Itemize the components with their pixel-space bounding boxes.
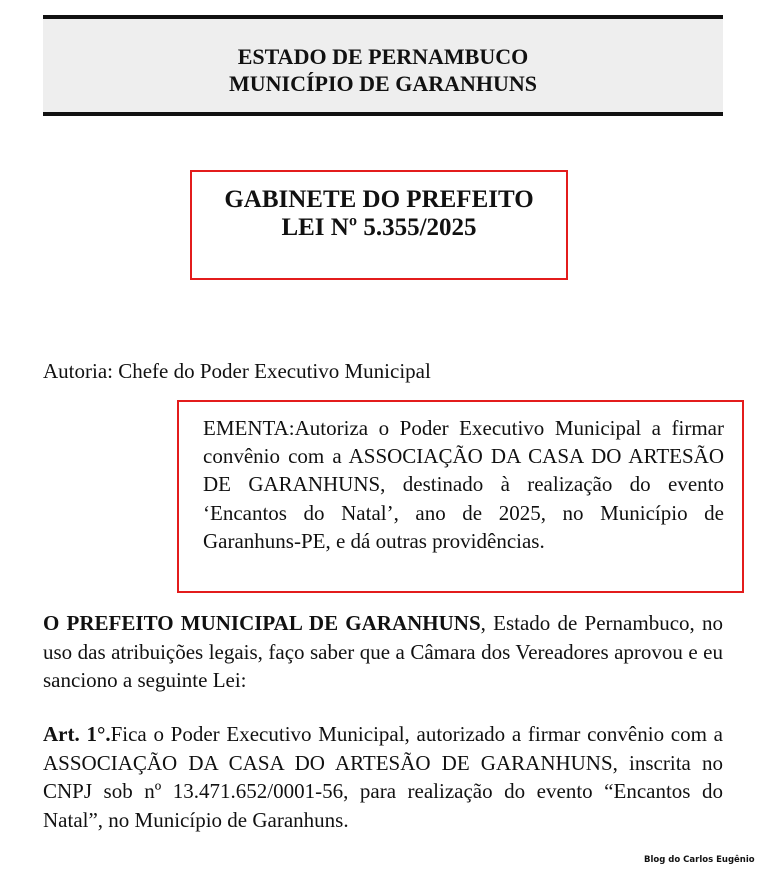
- blog-watermark: Blog do Carlos Eugênio: [644, 855, 755, 865]
- article-1-paragraph: [43, 720, 723, 834]
- authorship-line: Autoria: Chefe do Poder Executivo Municipal: [43, 359, 431, 383]
- preamble-paragraph: [43, 609, 723, 695]
- law-number: LEI Nº 5.355/2025: [281, 214, 477, 241]
- municipality-name: MUNICÍPIO DE GARANHUNS: [228, 71, 537, 96]
- law-title-box: [190, 170, 568, 280]
- state-name: ESTADO DE PERNAMBUCO: [237, 44, 529, 69]
- state-header: [43, 15, 723, 116]
- article-1-text: Fica o Poder Executivo Municipal, autorizado a firmar convênio com a ASSOCIAÇÃO DA CASA DO ARTESÃO DE GARANHUNS, inscrita no CNPJ sob nº 13.471.652/0001-56, para realização do evento “Encantos do Natal”, no Município de Garanhuns.: [43, 722, 723, 832]
- office-title: GABINETE DO PREFEITO: [224, 186, 534, 213]
- ementa-text: EMENTA:Autoriza o Poder Executivo Municipal a firmar convênio com a ASSOCIAÇÃO DA CASA DO ARTESÃO DE GARANHUNS, destinado à realização do evento ‘Encantos do Natal’, ano de 2025, no Município de Garanhuns-PE, e dá outras providências.: [203, 416, 724, 553]
- preamble-bold: O PREFEITO MUNICIPAL DE GARANHUNS: [43, 611, 481, 635]
- article-1-label: Art. 1°.: [43, 722, 111, 746]
- ementa-box: [177, 400, 744, 593]
- preamble-text: , Estado de Pernambuco, no uso das atribuições legais, faço saber que a Câmara dos Vereadores aprovou e eu sanciono a seguinte Lei:: [43, 611, 723, 693]
